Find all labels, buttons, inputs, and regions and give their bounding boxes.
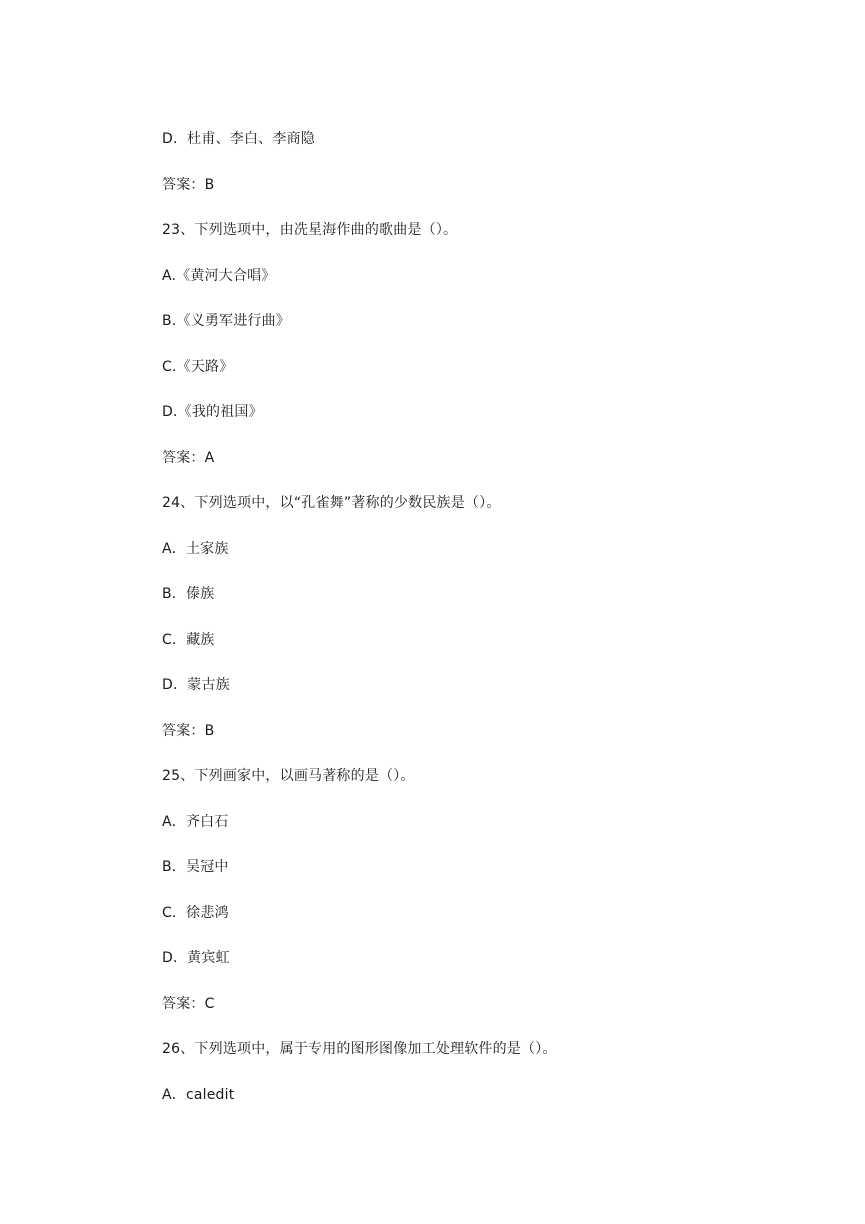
option-d-q23: D.《我的祖国》 bbox=[162, 404, 263, 420]
question-26: 26、下列选项中，属于专用的图形图像加工处理软件的是（）。 bbox=[162, 1041, 557, 1057]
option-a-q26: A．caledit bbox=[162, 1087, 235, 1103]
question-25: 25、下列画家中，以画马著称的是（）。 bbox=[162, 768, 415, 784]
answer-q23: 答案：A bbox=[162, 450, 215, 466]
option-b-q25: B．吴冠中 bbox=[162, 859, 229, 875]
option-d-q24: D．蒙古族 bbox=[162, 677, 230, 693]
answer-q22: 答案：B bbox=[162, 177, 215, 193]
answer-q25: 答案：C bbox=[162, 996, 215, 1012]
option-b-q23: B.《义勇军进行曲》 bbox=[162, 313, 291, 329]
question-23: 23、下列选项中，由冼星海作曲的歌曲是（）。 bbox=[162, 222, 458, 238]
option-d-q22: D．杜甫、李白、李商隐 bbox=[162, 131, 315, 147]
question-24: 24、下列选项中，以“孔雀舞”著称的少数民族是（）。 bbox=[162, 495, 501, 511]
option-a-q24: A．土家族 bbox=[162, 541, 229, 557]
option-c-q25: C．徐悲鸿 bbox=[162, 905, 229, 921]
answer-q24: 答案：B bbox=[162, 723, 215, 739]
option-b-q24: B．傣族 bbox=[162, 586, 215, 602]
option-c-q24: C．藏族 bbox=[162, 632, 215, 648]
option-d-q25: D．黄宾虹 bbox=[162, 950, 230, 966]
option-c-q23: C.《天路》 bbox=[162, 359, 234, 375]
option-a-q25: A．齐白石 bbox=[162, 814, 229, 830]
option-a-q23: A.《黄河大合唱》 bbox=[162, 268, 276, 284]
